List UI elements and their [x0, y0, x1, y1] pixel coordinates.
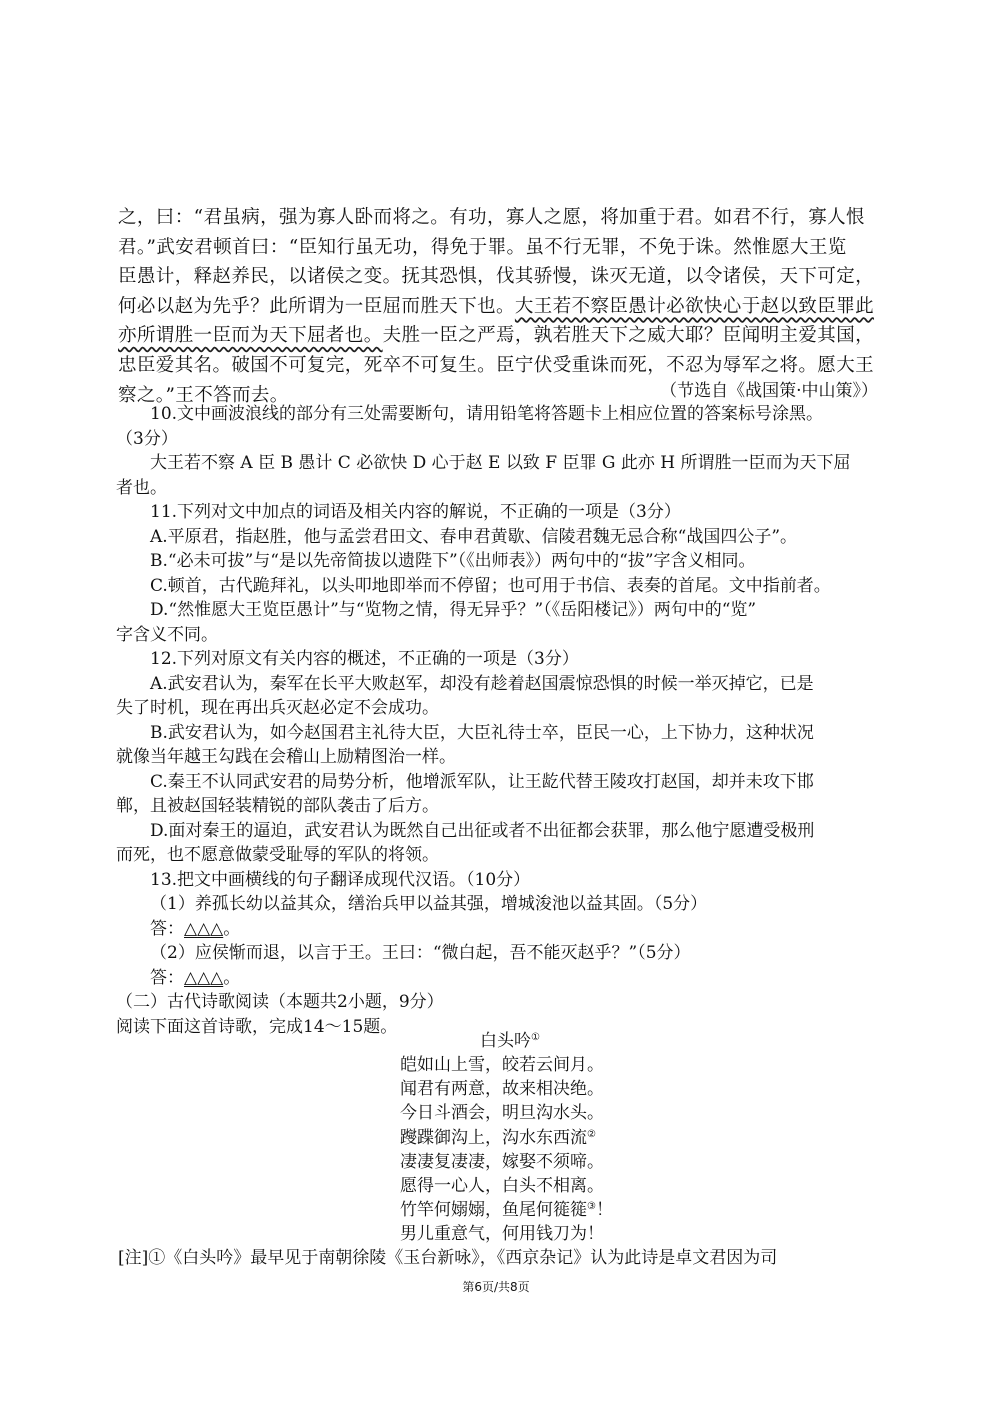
question-12-option-d-cont: 而死，也不愿意做蒙受耻辱的军队的将领。 — [116, 845, 439, 865]
question-13-sentence-2: （2）应侯惭而退，以言于王。王曰：“微白起，吾不能灭赵乎？”（5分） — [150, 943, 691, 963]
question-11-option-d: D.“然惟愿大王览臣愚计”与“览物之情，得无异乎？”（《岳阳楼记》）两句中的“览” — [150, 600, 757, 620]
question-12-option-b-cont: 就像当年越王勾践在会稽山上励精图治一样。 — [116, 747, 456, 767]
poem-line: 凄凄复凄凄，嫁娶不须啼。 — [400, 1151, 604, 1172]
answer-placeholder: △△△ — [184, 918, 224, 939]
passage-line — [118, 321, 878, 351]
poem-line: 闻君有两意，故来相决绝。 — [400, 1079, 604, 1100]
question-12-stem: 12.下列对原文有关内容的概述，不正确的一项是（3分） — [150, 649, 579, 669]
question-12-option-c-cont: 郸，且被赵国轻装精锐的部队袭击了后方。 — [116, 796, 439, 816]
passage-line — [118, 292, 878, 322]
section-2-instruction: 阅读下面这首诗歌，完成14～15题。 — [116, 1016, 398, 1037]
answer-label: 答： — [150, 967, 184, 988]
poem-line: 男儿重意气，何用钱刀为！ — [400, 1224, 604, 1245]
poem-line: 今日斗酒会，明旦沟水头。 — [400, 1103, 604, 1124]
question-10-score: （3分） — [116, 428, 178, 449]
poem-line: 愿得一心人，白头不相离。 — [400, 1175, 604, 1196]
question-12-option-b: B.武安君认为，如今赵国君主礼待大臣，大臣礼待士卒，臣民一心，上下协力，这种状况 — [150, 722, 814, 743]
poem-line-text: 竹竿何嫋嫋，鱼尾何簁簁 — [400, 1200, 587, 1221]
page-number: 第6页/共8页 — [462, 1280, 530, 1294]
section-2-title: （二）古代诗歌阅读（本题共2小题，9分） — [116, 992, 444, 1012]
question-10-sentence-cont: 者也。 — [116, 477, 167, 498]
question-13-answer-1 — [116, 917, 880, 942]
poem-note: [注]①《白头吟》最早见于南朝徐陵《玉台新咏》，《西京杂记》认为此诗是卓文君因为司 — [118, 1248, 778, 1268]
question-13-stem: 13.把文中画横线的句子翻译成现代汉语。（10分） — [150, 869, 531, 890]
passage-text: 何必以赵为先乎？此所谓为一臣屈而胜天下也。 — [118, 295, 515, 317]
question-10-stem: 10.文中画波浪线的部分有三处需要断句，请用铅笔将答题卡上相应位置的答案标号涂黑。 — [150, 404, 824, 424]
question-11-option-a: A.平原君，指赵胜，他与孟尝君田文、春申君黄歇、信陵君魏无忌合称“战国四公子”。 — [150, 526, 798, 547]
poem-line — [300, 1126, 720, 1150]
poem-line — [300, 1198, 720, 1222]
passage-line: 之，曰：“君虽病，强为寡人卧而将之。有功，寡人之愿，将加重于君。如君不行，寡人恨 — [118, 207, 865, 228]
poem-line-text: 躞蹀御沟上，沟水东西流 — [400, 1127, 587, 1148]
question-13-answer-2 — [116, 966, 880, 991]
question-12-option-d: D.面对秦王的逼迫，武安君认为既然自己出征或者不出征都会获罪，那么他宁愿遭受极刑 — [150, 820, 815, 841]
question-11-stem: 11.下列对文中加点的词语及相关内容的解说，不正确的一项是（3分） — [150, 502, 681, 522]
footnote-marker: ① — [531, 1032, 540, 1043]
question-12-option-a-cont: 失了时机，现在再出兵灭赵必定不会成功。 — [116, 698, 439, 718]
questions-block — [116, 402, 880, 1039]
footnote-marker: ③ — [587, 1201, 596, 1213]
passage-source: （节选自《战国策·中山策》） — [660, 381, 878, 401]
poem-title — [300, 1029, 720, 1053]
question-13-sentence-1: （1）养孤长幼以益其众，缮治兵甲以益其强，增城浚池以益其固。（5分） — [150, 894, 708, 914]
passage-line: 君。”武安君顿首曰：“臣知行虽无功，得免于罪。虽不行无罪，不免于诛。然惟愿大王览 — [118, 236, 847, 258]
answer-placeholder: △△△ — [184, 967, 224, 988]
poem-line-end: ！ — [595, 1200, 613, 1221]
wavy-underlined-text: 大王若不察臣愚计必欲快心于赵以致臣罪此 — [514, 295, 875, 317]
answer-end: 。 — [223, 967, 241, 988]
question-12-option-a: A.武安君认为，秦军在长平大败赵军，却没有趁着赵国震惊恐惧的时候一举灭掉它，已是 — [150, 673, 814, 694]
poem-title-text: 白头吟 — [480, 1031, 532, 1051]
passage-text: 夫胜一臣之严焉，孰若胜天下之威大耶？臣闻明主爱其国， — [382, 325, 875, 347]
question-11-option-b: B.“必未可拔”与“是以先帝简拔以遗陛下”（《出师表》）两句中的“拔”字含义相同。 — [150, 551, 756, 571]
footnote-marker: ② — [587, 1128, 596, 1140]
passage-line: 臣愚计，释赵养民，以诸侯之变。抚其恐惧，伐其骄慢，诛灭无道，以令诸侯，天下可定， — [118, 266, 875, 288]
answer-label: 答： — [150, 918, 184, 939]
wavy-underlined-text: 亦所谓胜一臣而为天下屈者也。 — [118, 325, 383, 347]
poem-line: 皑如山上雪，皎若云间月。 — [400, 1055, 604, 1075]
poem — [300, 1029, 720, 1247]
question-10-sentence: 大王若不察 A 臣 B 愚计 C 必欲快 D 心于赵 E 以致 F 臣罪 G 此亦 H 所谓胜一臣而为天下屈 — [150, 453, 851, 473]
passage-line: 察之。”王不答而去。 — [118, 384, 289, 406]
answer-end: 。 — [223, 918, 241, 939]
question-12-option-c: C.秦王不认同武安君的局势分析，他增派军队，让王龁代替王陵攻打赵国，却并未攻下邯 — [150, 771, 814, 792]
passage-line: 忠臣爱其名。破国不可复完，死卒不可复生。臣宁伏受重诛而死，不忍为辱军之将。愿大王 — [118, 354, 875, 376]
question-11-option-c: C.顿首，古代跪拜礼，以头叩地即举而不停留；也可用于书信、表奏的首尾。文中指前者。 — [150, 575, 831, 596]
question-11-option-d-cont: 字含义不同。 — [116, 624, 218, 645]
